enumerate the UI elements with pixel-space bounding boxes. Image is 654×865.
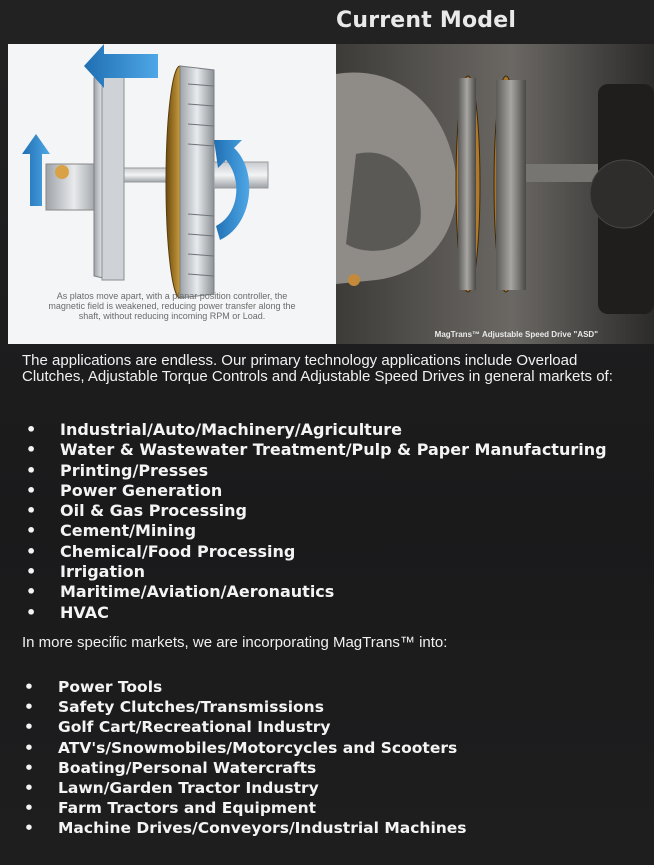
list-item-label: Printing/Presses <box>60 460 209 480</box>
list-item <box>24 758 644 778</box>
list-item <box>26 481 646 501</box>
list-item-label: Farm Tractors and Equipment <box>58 799 317 818</box>
bullet-icon: • <box>24 738 34 757</box>
bullet-icon: • <box>26 562 37 582</box>
general-markets-list <box>26 420 646 623</box>
bullet-icon: • <box>26 480 37 500</box>
bullet-icon: • <box>26 440 37 460</box>
list-item <box>26 440 646 460</box>
list-item-label: Machine Drives/Conveyors/Industrial Machines <box>58 819 467 838</box>
bullet-icon: • <box>26 541 37 561</box>
bullet-icon: • <box>24 758 34 777</box>
bullet-icon: • <box>24 799 34 818</box>
bullet-icon: • <box>26 460 37 480</box>
bullet-icon: • <box>24 698 34 717</box>
hub-bolt <box>55 165 69 179</box>
bullet-icon: • <box>26 602 37 622</box>
list-item-label: HVAC <box>60 602 109 622</box>
list-item-label: Safety Clutches/Transmissions <box>58 698 324 717</box>
magnetic-coupling-diagram <box>8 44 336 344</box>
list-item <box>24 798 644 818</box>
list-item <box>24 717 644 737</box>
list-item <box>26 582 646 602</box>
specific-markets-intro: In more specific markets, we are incorporating MagTrans™ into: <box>22 634 448 651</box>
list-item-label: Water & Wastewater Treatment/Pulp & Paper Manufacturing <box>60 440 607 460</box>
list-item <box>26 521 646 541</box>
list-item <box>24 778 644 798</box>
asd-photo-drawing <box>336 44 654 344</box>
list-item-label: Cement/Mining <box>60 521 197 541</box>
list-item-label: Power Tools <box>58 678 163 696</box>
list-item-label: Power Generation <box>60 480 223 500</box>
list-item <box>24 677 644 697</box>
list-item-label: Chemical/Food Processing <box>60 541 296 561</box>
bullet-icon: • <box>24 819 34 838</box>
bullet-icon: • <box>26 521 37 541</box>
intro-paragraph: The applications are endless. Our primary technology applications include Overload Clutches, Adjustable Torque Controls and Adjustable Speed Drives in general markets of: <box>22 352 613 385</box>
bullet-icon: • <box>26 420 37 439</box>
list-item <box>26 420 646 440</box>
bullet-icon: • <box>26 582 37 602</box>
specific-markets-list <box>24 677 644 839</box>
rotation-arrow <box>214 140 249 240</box>
list-item <box>26 542 646 562</box>
list-item-label: Boating/Personal Watercrafts <box>58 758 317 777</box>
diagram-caption: As platos move apart, with a planar position controller, the magnetic field is weakened, reducing power transfer along the shaft, without reducing incoming RPM or Load. <box>48 291 296 321</box>
bullet-icon: • <box>26 501 37 521</box>
list-item <box>26 603 646 623</box>
list-item <box>26 461 646 481</box>
list-item <box>24 738 644 758</box>
list-item <box>24 697 644 717</box>
list-item <box>24 818 644 838</box>
photo-caption: MagTrans™ Adjustable Speed Drive "ASD" <box>434 330 598 339</box>
bullet-icon: • <box>24 718 34 737</box>
product-photo <box>336 44 654 344</box>
list-item <box>26 562 646 582</box>
list-item-label: Industrial/Auto/Machinery/Agriculture <box>60 420 402 439</box>
list-item <box>26 501 646 521</box>
list-item-label: Golf Cart/Recreational Industry <box>58 718 331 737</box>
bullet-icon: • <box>24 778 34 797</box>
right-rotor-body <box>180 66 214 298</box>
list-item-label: Oil & Gas Processing <box>60 501 248 521</box>
list-item-label: ATV's/Snowmobiles/Motorcycles and Scooters <box>58 738 458 757</box>
bullet-icon: • <box>24 678 34 696</box>
page-title: Current Model <box>336 8 517 33</box>
list-item-label: Maritime/Aviation/Aeronautics <box>60 582 335 602</box>
list-item-label: Lawn/Garden Tractor Industry <box>58 778 319 797</box>
list-item-label: Irrigation <box>60 562 145 582</box>
